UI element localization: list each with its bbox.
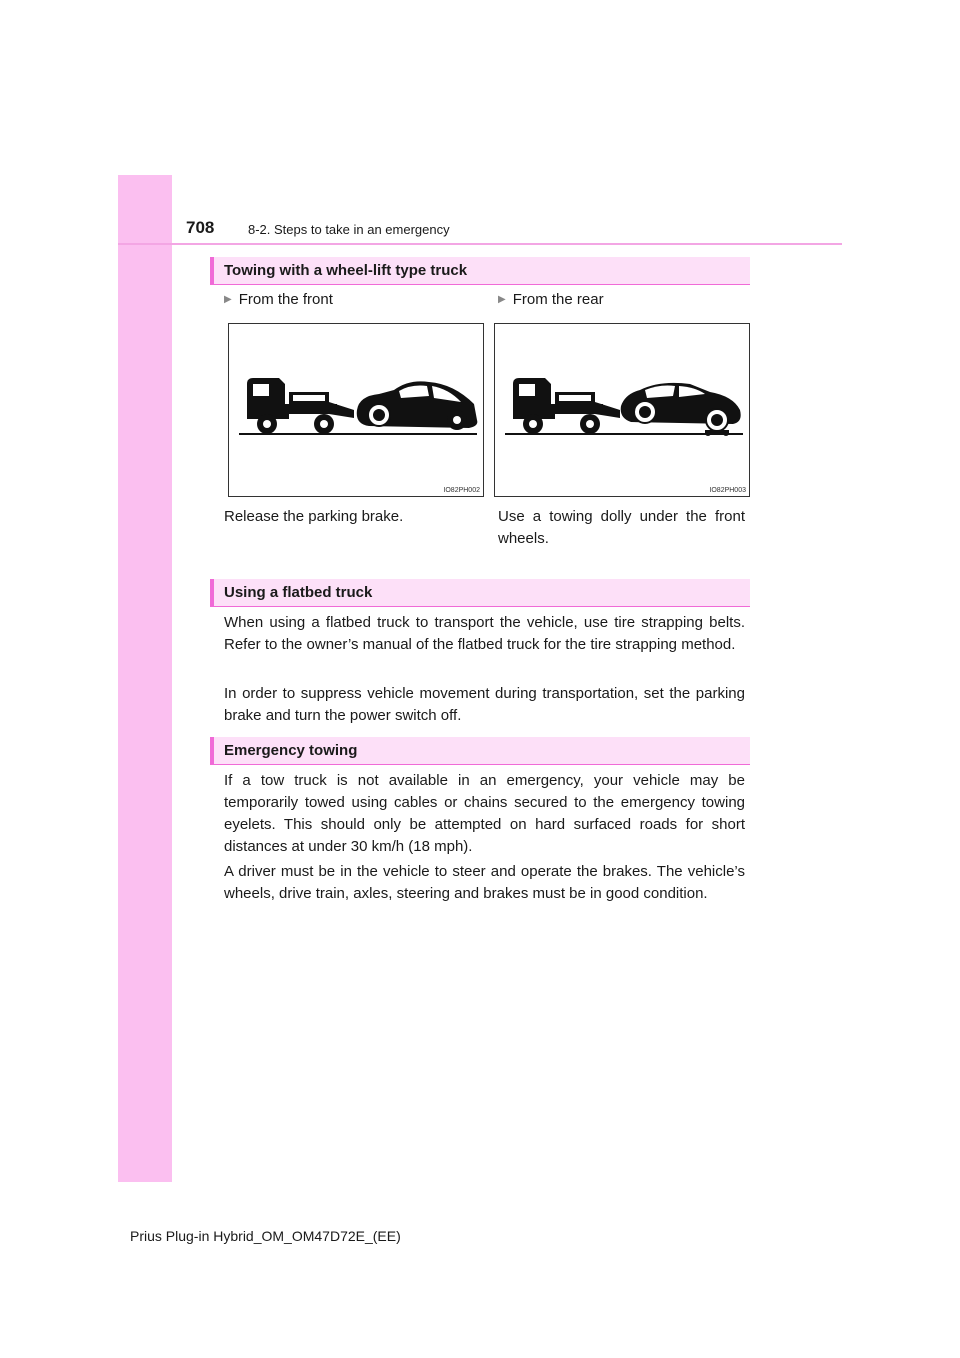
subheading-label: From the rear bbox=[512, 291, 604, 308]
paragraph: When using a flatbed truck to transport the vehicle, use tire strapping belts. Refer to the owner’s manual of the flatbed truck for the tire strapping method. bbox=[224, 614, 745, 653]
subheading-from-front bbox=[224, 291, 333, 308]
section-title: Using a flatbed truck bbox=[224, 584, 373, 601]
section-title: Towing with a wheel-lift type truck bbox=[224, 262, 468, 279]
figure-code: IO82PH002 bbox=[443, 487, 480, 494]
subheading-from-rear bbox=[498, 291, 604, 308]
header-divider bbox=[118, 243, 842, 245]
page-number: 708 bbox=[186, 218, 215, 237]
paragraph: If a tow truck is not available in an emergency, your vehicle may be temporarily towed using cables or chains secured to the emergency towing eyelets. This should only be attempted on hard surfaced roads for short distances at under 30 km/h (18 mph). bbox=[224, 772, 745, 855]
subheading-label: From the front bbox=[238, 291, 333, 308]
paragraph: A driver must be in the vehicle to steer and operate the brakes. The vehicle’s wheels, drive train, axles, steering and brakes must be in good condition. bbox=[224, 863, 745, 902]
chapter-title: 8-2. Steps to take in an emergency bbox=[248, 222, 450, 237]
section-title: Emergency towing bbox=[224, 742, 358, 759]
figure-tow-from-rear bbox=[494, 323, 750, 497]
paragraph: In order to suppress vehicle movement during transportation, set the parking brake and turn the power switch off. bbox=[224, 685, 745, 724]
section-heading-wheel-lift bbox=[210, 257, 750, 285]
section-heading-emergency bbox=[210, 737, 750, 765]
triangle-right-icon: ▶ bbox=[498, 294, 506, 305]
footer-document-id: Prius Plug-in Hybrid_OM_OM47D72E_(EE) bbox=[130, 1228, 401, 1244]
figure-tow-from-front bbox=[228, 323, 484, 497]
figure-code: IO82PH003 bbox=[709, 487, 746, 494]
tow-truck-rear-illustration bbox=[495, 324, 749, 496]
caption-rear: Use a towing dolly under the front wheels. bbox=[498, 508, 745, 547]
section-heading-flatbed bbox=[210, 579, 750, 607]
tow-truck-front-illustration bbox=[229, 324, 483, 496]
chapter-sidebar-tab bbox=[118, 175, 172, 1182]
triangle-right-icon: ▶ bbox=[224, 294, 232, 305]
caption-front: Release the parking brake. bbox=[224, 508, 404, 525]
